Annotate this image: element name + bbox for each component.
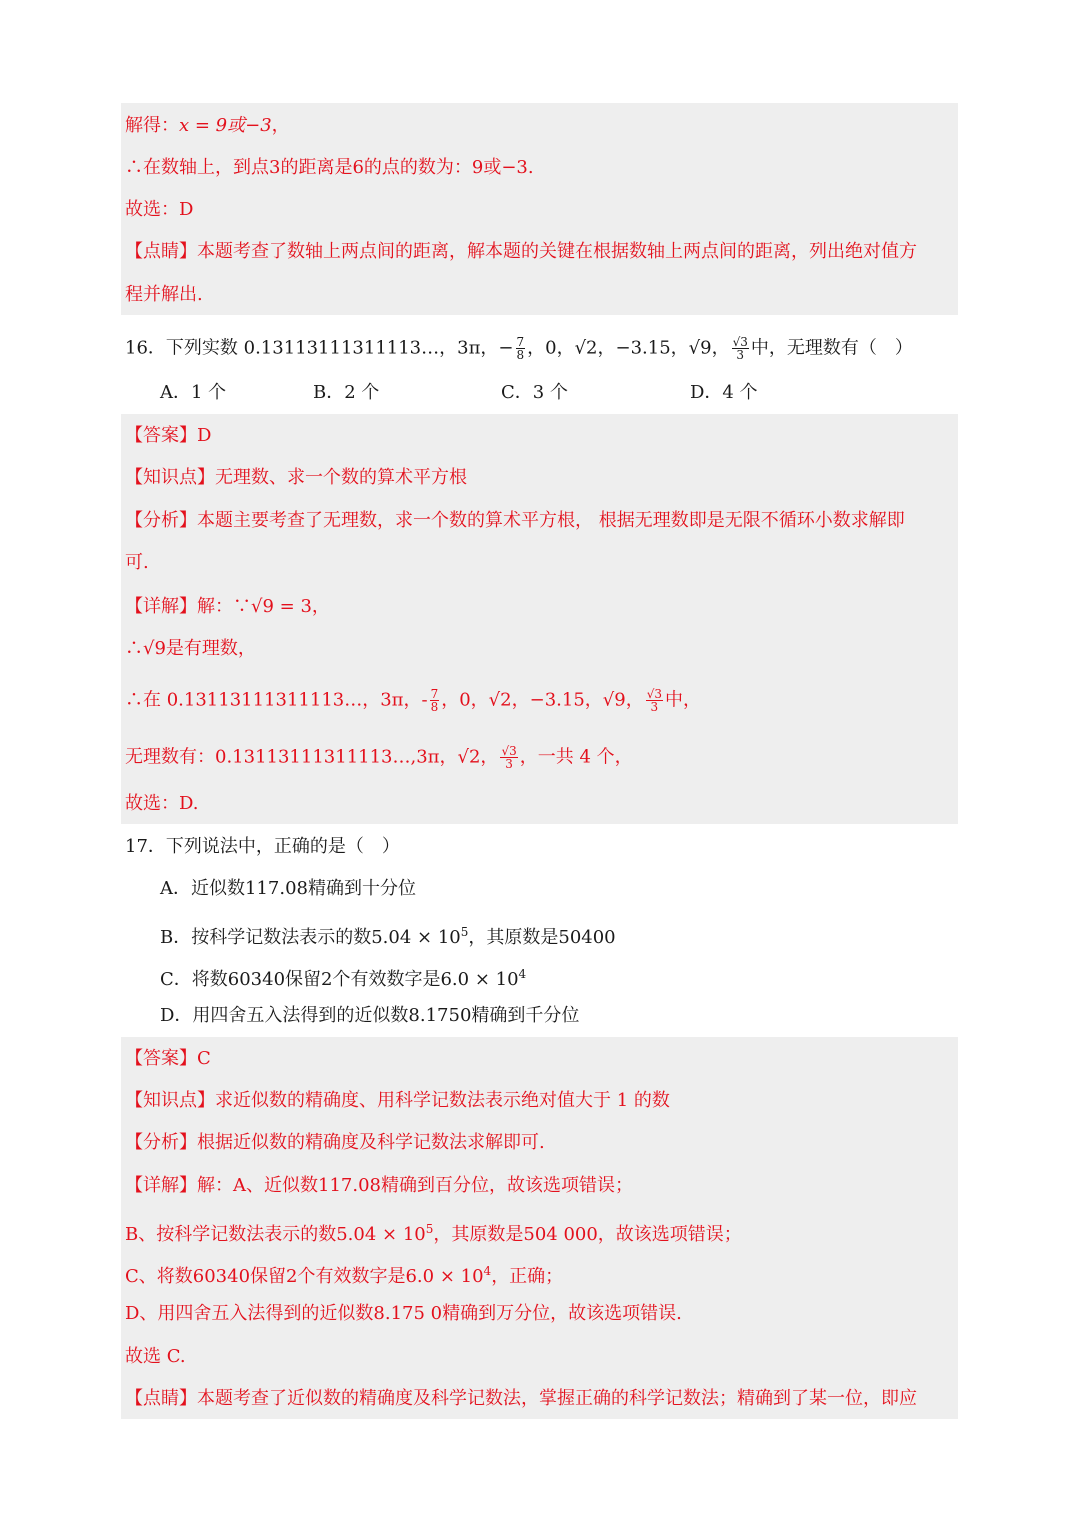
detail-line: ∴√9是有理数， [125, 638, 256, 659]
detail-text: ∴在 0.13113111311113…，3π，- [125, 689, 428, 711]
fraction-numerator: √3 [501, 744, 517, 758]
comment-line: 【点睛】本题考查了近似数的精确度及科学记数法，掌握正确的科学记数法；精确到了某一位，即应 [125, 1388, 917, 1409]
stem-text: 16．下列实数 0.13113111311113…，3π，− [125, 337, 514, 359]
answer-line: 【答案】D [125, 425, 212, 446]
fraction-denominator: 3 [650, 700, 659, 714]
detail-text: ，其原数是504 000，故该选项错误； [433, 1224, 742, 1245]
solution-text: 解得： [125, 115, 179, 136]
detail-text: ，0，√2，−3.15，√9， [441, 689, 644, 711]
detail-line [125, 745, 633, 771]
option-text: B．按科学记数法表示的数5.04 × 10 [160, 927, 461, 948]
option-c [160, 962, 526, 992]
option-d: D．4 个 [690, 382, 758, 403]
fraction [516, 336, 526, 361]
exponent: 4 [518, 967, 527, 981]
stem-text: ，0，√2，−3.15，√9， [527, 337, 730, 359]
detail-text: 中， [664, 689, 701, 711]
stem-text: 中，无理数有（ ） [750, 337, 913, 359]
fraction-denominator: 3 [736, 348, 745, 362]
exponent: 5 [460, 925, 469, 939]
fraction [732, 336, 749, 361]
comment-line: 【点睛】本题考查了数轴上两点间的距离，解本题的关键在根据数轴上两点间的距离，列出绝对值方 [125, 241, 917, 262]
question-17-stem: 17．下列说法中，正确的是（ ） [125, 836, 400, 857]
fraction-numerator: 7 [516, 335, 525, 349]
solution-line: ∴在数轴上，到点3的距离是6的点的数为：9或−3. [125, 157, 534, 178]
fraction [500, 745, 517, 770]
detail-line [125, 1217, 742, 1243]
solution-text: ， [271, 115, 290, 136]
detail-text: B、按科学记数法表示的数5.04 × 10 [125, 1224, 426, 1245]
fraction-denominator: 8 [516, 348, 525, 362]
fraction-numerator: √3 [646, 687, 662, 701]
exponent: 4 [483, 1264, 492, 1278]
choice-line: 故选 C. [125, 1346, 186, 1367]
detail-line [125, 688, 701, 714]
answer-line: 【答案】C [125, 1048, 211, 1069]
option-text: ，其原数是50400 [468, 927, 616, 948]
fraction-numerator: 7 [430, 687, 439, 701]
option-b: B．2 个 [313, 382, 380, 403]
fraction-numerator: √3 [732, 335, 748, 349]
option-b [160, 920, 616, 950]
detail-text: 无理数有：0.13113111311113…,3π，√2， [125, 746, 499, 768]
question-16-stem [125, 336, 913, 362]
solution-line [125, 114, 290, 140]
option-text: C．将数60340保留2个有效数字是6.0 × 10 [160, 969, 519, 990]
detail-line: 【详解】解：∵√9 = 3， [125, 596, 330, 617]
analysis-line: 【分析】根据近似数的精确度及科学记数法求解即可. [125, 1132, 545, 1153]
fraction [646, 688, 663, 713]
exponent: 5 [425, 1222, 434, 1236]
option-a: A．1 个 [160, 382, 227, 403]
knowledge-line: 【知识点】求近似数的精确度、用科学记数法表示绝对值大于 1 的数 [125, 1090, 670, 1111]
fraction [430, 688, 440, 713]
knowledge-line: 【知识点】无理数、求一个数的算术平方根 [125, 467, 467, 488]
option-d: D．用四舍五入法得到的近似数8.1750精确到千分位 [160, 1005, 580, 1026]
solution-choice: 故选：D [125, 199, 194, 220]
fraction-denominator: 3 [505, 757, 513, 771]
equation: x = 9或−3 [179, 115, 272, 136]
detail-text: ，一共 4 个， [519, 746, 633, 768]
comment-line: 程并解出. [125, 284, 203, 305]
detail-line: D、用四舍五入法得到的近似数8.175 0精确到万分位，故该选项错误. [125, 1303, 682, 1324]
option-c: C．3 个 [501, 382, 568, 403]
detail-line [125, 1259, 563, 1285]
fraction-denominator: 8 [430, 700, 439, 714]
analysis-line: 【分析】本题主要考查了无理数，求一个数的算术平方根， 根据无理数即是无限不循环小数求解即 [125, 510, 905, 531]
detail-text: C、将数60340保留2个有效数字是6.0 × 10 [125, 1266, 484, 1287]
detail-line: 【详解】解：A、近似数117.08精确到百分位，故该选项错误； [125, 1175, 633, 1196]
option-a: A．近似数117.08精确到十分位 [160, 878, 416, 899]
choice-line: 故选：D. [125, 793, 199, 814]
detail-text: ，正确； [491, 1266, 564, 1287]
analysis-line: 可. [125, 552, 149, 573]
